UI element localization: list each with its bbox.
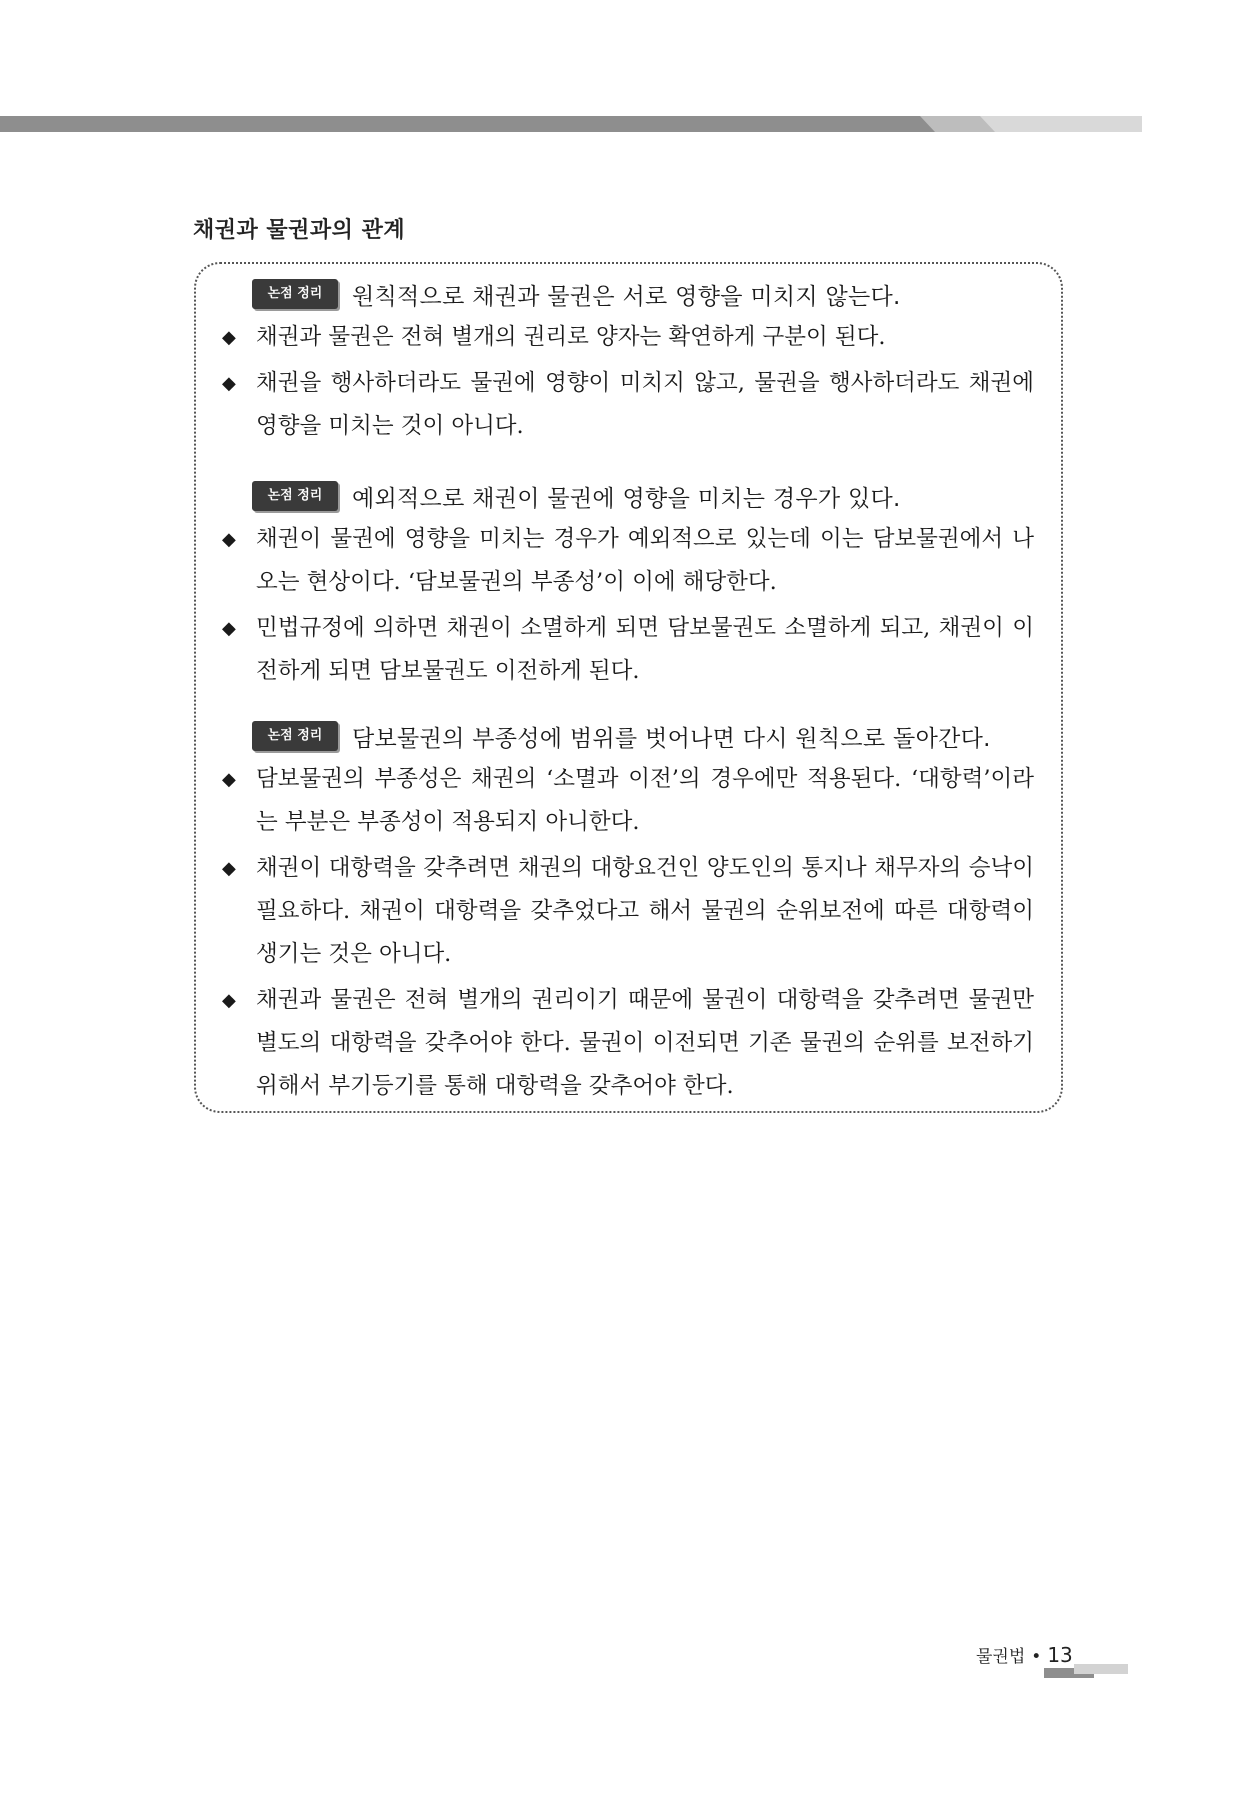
summary-box [194,262,1063,1113]
point-badge: 논점 정리 [252,721,338,751]
top-decorative-bar [0,116,1142,132]
bullet-list [196,758,1061,1108]
list-item [222,518,1034,604]
point-3 [196,716,1061,1108]
diamond-bullet-icon: ◆ [222,373,236,394]
list-item [222,979,1034,1108]
diamond-bullet-icon: ◆ [222,327,236,348]
bullet-text: 채권과 물권은 전혀 별개의 권리로 양자는 확연하게 구분이 된다. [256,324,886,350]
footer-decorative-bar [1044,1664,1128,1678]
bullet-text: 채권을 행사하더라도 물권에 영향이 미치지 않고, 물권을 행사하더라도 채권에 영향을 미치는 것이 아니다. [256,370,1034,439]
list-item [222,847,1034,976]
list-item [222,316,1034,359]
bullet-text: 채권과 물권은 전혀 별개의 권리이기 때문에 물권이 대항력을 갖추려면 물권만 별도의 대항력을 갖추어야 한다. 물권이 이전되면 기존 물권의 순위를 보전하기 위해서 부기등기를 통해 대항력을 갖추어야 한다. [256,987,1034,1099]
list-item [222,758,1034,844]
list-item [222,607,1034,693]
point-title: 원칙적으로 채권과 물권은 서로 영향을 미치지 않는다. [352,283,901,310]
point-title: 담보물권의 부종성에 범위를 벗어나면 다시 원칙으로 돌아간다. [352,725,991,752]
section-title: 채권과 물권과의 관계 [193,218,406,243]
footer-book-title: 물권법 [976,1647,1026,1667]
diamond-bullet-icon: ◆ [222,529,236,550]
point-badge: 논점 정리 [252,481,338,511]
bullet-text: 채권이 대항력을 갖추려면 채권의 대항요건인 양도인의 통지나 채무자의 승낙이 필요하다. 채권이 대항력을 갖추었다고 해서 물권의 순위보전에 따른 대항력이 생기는 것은 아니다. [256,855,1034,967]
bullet-text: 채권이 물권에 영향을 미치는 경우가 예외적으로 있는데 이는 담보물권에서 나오는 현상이다. ‘담보물권의 부종성’이 이에 해당한다. [256,526,1034,595]
bullet-text: 담보물권의 부종성은 채권의 ‘소멸과 이전’의 경우에만 적용된다. ‘대항력’이라는 부분은 부종성이 적용되지 아니한다. [256,766,1034,835]
point-header [252,274,1061,314]
point-title: 예외적으로 채권이 물권에 영향을 미치는 경우가 있다. [352,485,901,512]
list-item [222,362,1034,448]
point-2 [196,476,1061,693]
point-1 [196,274,1061,448]
diamond-bullet-icon: ◆ [222,618,236,639]
bullet-text: 민법규정에 의하면 채권이 소멸하게 되면 담보물권도 소멸하게 되고, 채권이 이전하게 되면 담보물권도 이전하게 된다. [256,615,1034,684]
diamond-bullet-icon: ◆ [222,990,236,1011]
bullet-list [196,316,1061,448]
point-header [252,476,1061,516]
point-badge: 논점 정리 [252,279,338,309]
diamond-bullet-icon: ◆ [222,769,236,790]
diamond-bullet-icon: ◆ [222,858,236,879]
bullet-list [196,518,1061,693]
footer-dot-icon: • [1031,1647,1042,1667]
point-header [252,716,1061,756]
page-number: 13 [1047,1643,1073,1667]
